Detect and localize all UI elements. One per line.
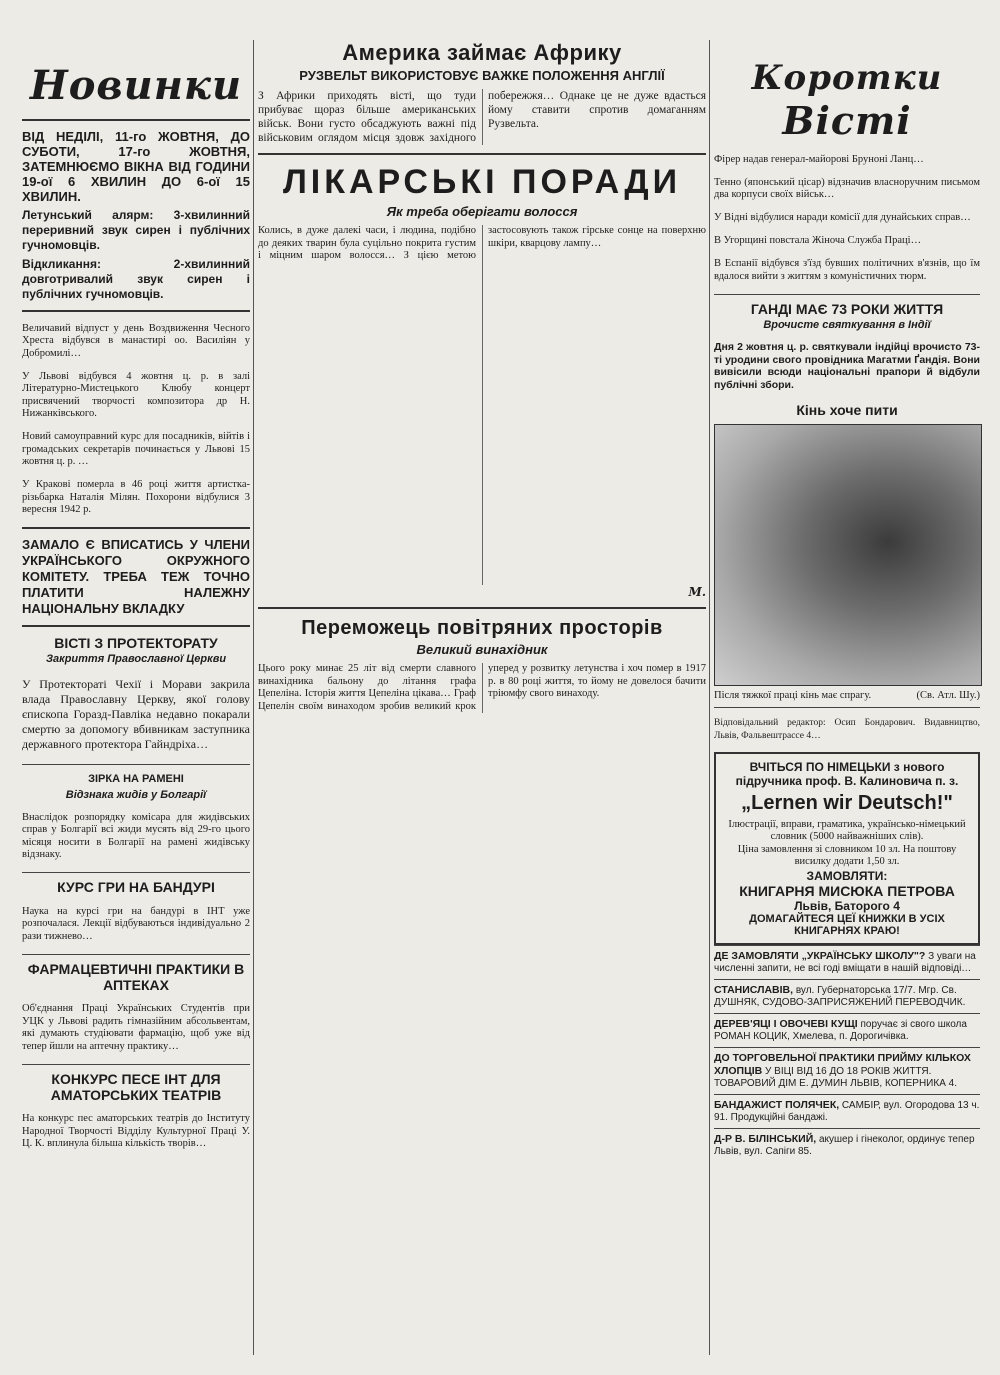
divider bbox=[22, 310, 250, 312]
column-rule-left bbox=[253, 40, 254, 1355]
america-article: З Африки приходять вісті, що туди прибуває щораз більше американських військ. Вони густо обсаджують важні під військовим оглядом місця здовж західного побережжя… Однаке це не дуже вдасться йому ставити спротив домаганням Рузвельта. bbox=[258, 90, 706, 144]
column-rule-right bbox=[709, 40, 710, 1355]
classified-text: вул. Губернаторська 17/7. Мгр. Св. ДУШНЯК, СУДОВО-ЗАПРИСЯЖЕНИЙ ПЕРЕВОДЧИК. bbox=[714, 984, 966, 1008]
allclear-notice: Відкликання: 2-хвилинний довготривалий звук сирен і публічних гучномовців. bbox=[22, 257, 250, 301]
classified-text: З уваги на численні запити, не всі годі вміщати в нашій відповіді… bbox=[714, 950, 976, 974]
curfew-notice: ВІД НЕДІЛІ, 11-го ЖОВТНЯ, ДО СУБОТИ, 17-го ЖОВТНЯ, ЗАТЕМНЮЄМО ВІКНА ВІД ГОДИНИ 19-ої 6 ХВИЛИН ДО 6-ої 15 ХВИЛИН. bbox=[22, 129, 250, 204]
visti-masthead: Вісті bbox=[782, 98, 912, 143]
brief-item: В Угорщині повстала Жіноча Служба Праці… bbox=[714, 235, 922, 246]
medical-headline: ЛІКАРСЬКІ ПОРАДИ bbox=[282, 163, 682, 201]
news-item: Величавий відпуст у день Воздвиження Чесного Хреста відбувся в манастирі оо. Василіян у Добромилі… bbox=[22, 322, 250, 359]
classified-head: ДЕРЕВ'ЯЦІ І ОВОЧЕВІ КУЩІ bbox=[714, 1017, 858, 1030]
korotki-masthead: Коротки bbox=[751, 58, 943, 98]
gandhi-text: Дня 2 жовтня ц. р. святкували індійці врочисто 73-ті уродини свого провідника Магатми Ґандія. Вони вивісили всюди національні прапори й відбули публічні збори. bbox=[714, 341, 980, 391]
divider bbox=[22, 119, 250, 121]
america-headline: Америка займає Африку bbox=[342, 40, 622, 65]
classified-head: ДО ТОРГОВЕЛЬНОЇ ПРАКТИКИ ПРИЙМУ КІЛЬКОХ ХЛОПЦІВ bbox=[714, 1051, 971, 1077]
classified-head: БАНДАЖИСТ ПОЛЯЧЕК, bbox=[714, 1098, 840, 1111]
ad-book-title: „Lernen wir Deutsch!" bbox=[741, 791, 953, 814]
news-item: У Кракові померла в 46 році життя артистка-різьбарка Наталія Мілян. Похорони відбулися 3 вересня 1942 р. bbox=[22, 479, 250, 515]
classified-ad bbox=[714, 1128, 980, 1162]
gandhi-subtitle: Врочисте святкування в Індії bbox=[763, 318, 931, 331]
news-item: Новий самоуправний курс для посадників, війтів і громадських секретарів починається у Львові 15 жовтня ц. р. … bbox=[22, 431, 250, 467]
photo-caption: Після тяжкої праці кінь має спрагу. bbox=[714, 689, 872, 701]
ad-demand: ДОМАГАЙТЕСЯ ЦЕЇ КНИЖКИ В УСІХ КНИГАРНЯХ КРАЮ! bbox=[749, 912, 945, 937]
zeppelin-subheadline: Великий винахідник bbox=[416, 642, 548, 657]
brief-item: У Відні відбулися наради комісії для дунайських справ… bbox=[714, 212, 971, 223]
divider bbox=[22, 764, 250, 765]
classified-head: Д-Р В. БІЛІНСЬКИЙ, bbox=[714, 1132, 817, 1145]
divider bbox=[22, 872, 250, 873]
contest-text: На конкурс пес аматорських театрів до Інституту Народної Творчості Відділу Культурної Праці У. Ц. К. вплинула більша кількість творів… bbox=[22, 1113, 250, 1149]
classified-ad bbox=[714, 945, 980, 979]
classified-ad bbox=[714, 979, 980, 1013]
imprint: Відповідальний редактор: Осип Бондарович. Видавництво, Львів, Фальвештрассе 4… bbox=[714, 718, 980, 741]
ad-address: Львів, Баторого 4 bbox=[794, 898, 900, 913]
divider bbox=[258, 153, 706, 155]
classified-text: поручає зі свого школа РОМАН КОЦИК, Хмелева, п. Дорогичівка. bbox=[714, 1018, 967, 1042]
classified-ad bbox=[714, 1047, 980, 1094]
right-column bbox=[714, 40, 980, 1355]
novynky-masthead: Новинки bbox=[29, 62, 243, 109]
medical-signature: М. bbox=[688, 585, 706, 599]
divider bbox=[22, 625, 250, 627]
left-column bbox=[22, 40, 250, 1355]
zeppelin-article: Цього року минає 25 літ від смерти славного винахідника бальону до літання графа Цепеліна. Історія життя Цепеліна цікава… Граф Цепелін своїм винаходом зробив великий крок уперед у розвитку летунства і хоч помер в 1917 р. в 80 році життя, то йому не довелося бачити тріюмфу свого винаходу. bbox=[258, 663, 706, 712]
ad-order: ЗАМОВЛЯТИ: bbox=[806, 868, 888, 883]
classified-text: акушер і гінеколог, ординує тепер Львів, вул. Сапіги 85. bbox=[714, 1133, 975, 1157]
divider bbox=[714, 294, 980, 295]
alarm-notice: Летунський алярм: 3-хвилинний переривний звук сирен і публічних гучномовців. bbox=[22, 208, 250, 252]
protectorate-subtitle: Закриття Православної Церкви bbox=[45, 653, 227, 665]
photo-credit: (Св. Атл. Шу.) bbox=[916, 689, 980, 701]
photo-caption-row bbox=[714, 690, 980, 701]
contest-title: КОНКУРС ПЕСЕ ІНТ ДЛЯ АМАТОРСЬКИХ ТЕАТРІВ bbox=[50, 1070, 222, 1103]
photo-title: Кінь хоче пити bbox=[796, 401, 898, 418]
divider bbox=[258, 607, 706, 609]
divider bbox=[714, 707, 980, 708]
star-text: Внаслідок розпорядку комісара для жидівських справ у Болгарії всі жиди мусять від 29-го цього місяця носити в Болгарії на рамені жидівську відзнаку. bbox=[22, 811, 250, 860]
ad-price: Ціна замовлення зі словником 10 зл. На поштову висилку додати 1,50 зл. bbox=[737, 843, 957, 867]
pharmacy-title: ФАРМАЦЕВТИЧНІ ПРАКТИКИ В АПТЕКАХ bbox=[27, 960, 245, 993]
medical-article: Колись, в дуже далекі часи, і людина, подібно до деяких тварин була суцільно покрита густим і міцним шаром волосся… З цією метою застосовують також гірське сонце на поверхню шкіри, кварцову лампу… bbox=[258, 225, 706, 261]
brief-item: Тенно (японський цісар) відзначив власноручним письмом два корпуси своїх військ… bbox=[714, 176, 980, 200]
classified-ad bbox=[714, 1094, 980, 1128]
brief-item: Фірер надав генерал-майорові Бруноні Ланц… bbox=[714, 153, 924, 165]
star-title: ЗІРКА НА РАМЕНІ bbox=[88, 773, 184, 785]
divider bbox=[22, 527, 250, 529]
brief-item: В Еспанії відбувся з'їзд бувших політичних в'язнів, що їм вдалося вийти з життям з комуністичних тюрм. bbox=[714, 258, 980, 282]
star-subtitle: Відзнака жидів у Болгарії bbox=[65, 789, 207, 801]
pharmacy-text: Об'єднання Праці Українських Студентів при УЦК у Львові радить гімназійним абсольвентам, які думають студіювати фармацію, щоб уже від тепер йшли на аптечну практику… bbox=[22, 1003, 250, 1052]
medical-subheadline: Як треба оберігати волосся bbox=[386, 204, 578, 219]
zeppelin-headline: Переможець повітряних просторів bbox=[301, 617, 663, 639]
middle-column bbox=[258, 40, 706, 1355]
news-item: У Львові відбувся 4 жовтня ц. р. в залі Літературно-Мистецького Клюбу концерт присвячений творчості композитора др Н. Нижанківського. bbox=[22, 370, 250, 419]
gandhi-title: ГАНДІ МАЄ 73 РОКИ ЖИТТЯ bbox=[750, 300, 944, 317]
classified-text: У ВІЦІ ВІД 16 ДО 18 РОКІВ ЖИТТЯ. ТОВАРОВИЙ ДІМ Е. ДУМИН ЛЬВІВ, КОПЕРНИКА 4. bbox=[714, 1065, 957, 1089]
bandura-title: КУРС ГРИ НА БАНДУРІ bbox=[57, 879, 215, 895]
protectorate-title: ВІСТІ З ПРОТЕКТОРАТУ bbox=[54, 635, 218, 651]
divider bbox=[22, 954, 250, 955]
classified-head: ДЕ ЗАМОВЛЯТИ „УКРАЇНСЬКУ ШКОЛУ"? bbox=[714, 949, 926, 962]
classified-text: САМБІР, вул. Огородова 13 ч. 91. Продукційні бандажі. bbox=[714, 1099, 980, 1123]
divider bbox=[22, 1064, 250, 1065]
committee-notice: ЗАМАЛО Є ВПИСАТИСЬ У ЧЛЕНИ УКРАЇНСЬКОГО ОКРУЖНОГО КОМІТЕТУ. ТРЕБА ТЕЖ ТОЧНО ПЛАТИТИ НАЛЕЖНУ НАЦІОНАЛЬНУ ВКЛАДКУ bbox=[22, 537, 250, 616]
horse-drinking-photo bbox=[714, 424, 982, 686]
classified-head: СТАНИСЛАВІВ, bbox=[714, 983, 794, 996]
textbook-ad bbox=[714, 752, 980, 945]
america-subheadline: РУЗВЕЛЬТ ВИКОРИСТОВУЄ ВАЖКЕ ПОЛОЖЕННЯ АНГЛІЇ bbox=[299, 68, 665, 83]
classified-ad bbox=[714, 1013, 980, 1047]
ad-intro: ВЧІТЬСЯ ПО НІМЕЦЬКИ з нового підручника проф. В. Калиновича п. з. bbox=[735, 759, 959, 788]
bandura-text: Наука на курсі гри на бандурі в ІНТ уже розпочалася. Лекції відбуваються індивідуально 2 рази тижнево… bbox=[22, 905, 250, 942]
ad-shop: КНИГАРНЯ МИСЮКА ПЕТРОВА bbox=[739, 882, 955, 899]
protectorate-text: У Протектораті Чехії і Морави закрила влада Православну Церкву, якої голову єпископа Горазд-Павліка недавно покарали смертю за допомогу вбивникам заступника державного протектора Гайндріха… bbox=[22, 677, 250, 751]
ad-description: Ілюстрації, вправи, граматика, українсько-німецький словник (5000 найважніших слів). bbox=[728, 818, 966, 842]
